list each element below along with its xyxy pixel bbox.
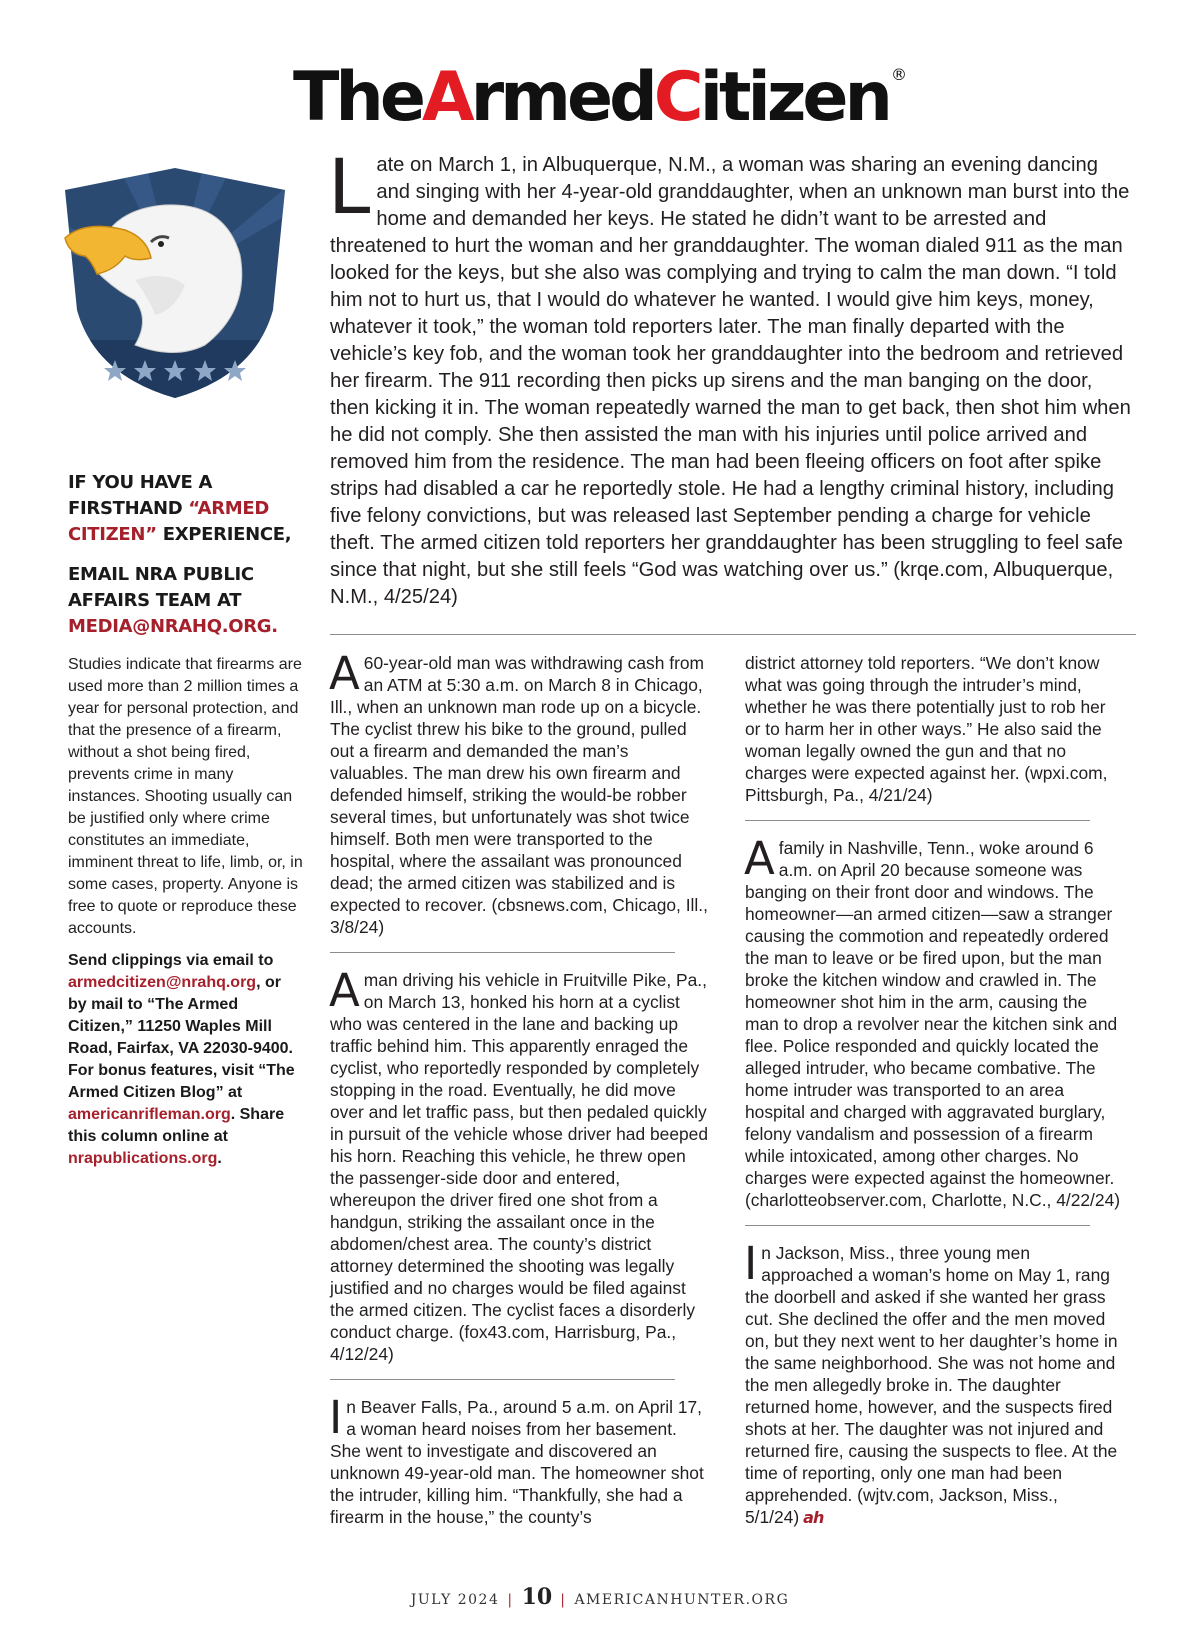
masthead-the: The: [293, 58, 422, 137]
lead-dropcap: L: [328, 142, 371, 231]
story-text: 60-year-old man was withdrawing cash from an ATM at 5:30 a.m. on March 8 in Chicago, Ill., when an unknown man rode up on a bicycle. The cyclist threw his bike to the ground, pulled out a firearm and demanded the man’s valuables. The man drew his own firearm and defended himself, striking the would-be robber several times, but unfortunately was shot twice himself. Both men were transported to the hospital, where the assailant was pronounced dead; the armed citizen was stabilized and is expected to recover. (cbsnews.com, Chicago, Ill., 3/8/24): [330, 653, 708, 937]
armedcitizen-email-link[interactable]: armedcitizen@nrahq.org: [68, 974, 257, 991]
masthead-itizen: itizen: [699, 58, 889, 137]
story-fruitville: [329, 964, 709, 1365]
story-divider: [330, 952, 675, 953]
footer-issue: JULY 2024: [410, 1592, 500, 1608]
footer-separator: |: [507, 1592, 514, 1608]
page-footer: [0, 1584, 1200, 1610]
story-beaver-falls-continued: district attorney told reporters. “We don’t know what was going through the intruder’s mind, whether he was there potentially just to rob her or to harm her in other ways.” He also said the woman legally owned the gun and that no charges were expected against her. (wpxi.com, Pittsburgh, Pa., 4/21/24): [745, 653, 1108, 805]
page-number: 10: [521, 1584, 553, 1610]
story-nashville: [744, 832, 1123, 1211]
end-mark-logo: ah: [803, 1508, 824, 1527]
story-text: n Beaver Falls, Pa., around 5 a.m. on April 17, a woman heard noises from her basement. She went to investigate and discovered an unknown 49-year-old man. The homeowner shot the intruder, killing him. “Thankfully, she had a firearm in the house,” the county’s: [330, 1397, 704, 1527]
sidebar-body: Studies indicate that firearms are used more than 2 million times a year for personal protection, and that the presence of a firearm, without a shot being fired, prevents crime in many instances. Shooting usually can be justified only where crime constitutes an immediate, imminent threat to life, limb, or, in some cases, property. Anyone is free to quote or reproduce these accounts.: [68, 656, 303, 937]
eagle-shield-icon: [55, 160, 295, 400]
story-text: n Jackson, Miss., three young men approached a woman’s home on May 1, rang the doorbell and asked if she wanted her grass cut. She declined the offer and the men moved on, but they next went to her daughter’s home in the same neighborhood. She was not home and the men allegedly broke in. The daughter returned home, however, and the suspects fired shots at her. The daughter was not injured and returned fire, causing the suspects to flee. At the time of reporting, only one man had been apprehended. (wjtv.com, Jackson, Miss., 5/1/24): [745, 1243, 1118, 1527]
sidebar-heading-end: EXPERIENCE,: [156, 524, 292, 545]
sidebar-heading: [68, 470, 303, 548]
column-right: [745, 652, 1123, 1529]
footer-separator: |: [560, 1592, 567, 1608]
lead-story-text: ate on March 1, in Albuquerque, N.M., a woman was sharing an evening dancing and singing with her 4-year-old granddaughter, when an unknown man burst into the home and demanded her keys. He stated he didn’t want to be arrested and threatened to hurt the woman and her granddaughter. The woman dialed 911 as the man looked for the keys, but she also was complying and trying to calm the man down. “I told him not to hurt us, that I would do whatever he wanted. I would give him keys, money, whatever it took,” the woman told reporters later. The man finally departed with the vehicle’s key fob, and the woman took her granddaughter into the bedroom and retrieved her firearm. The 911 recording then picks up sirens and the man banging on the door, then kicking it in. The woman repeatedly warned the man to get back, then shot him when he did not comply. She then assisted the man with his injuries until police arrived and removed him from the residence. The man had been fleeing officers on foot after spike strips had disabled a car he reportedly stole. He had a lengthy criminal history, including five felony convictions, but was released last September pending a charge for vehicle theft. The armed citizen told reporters her granddaughter has been struggling to feel safe since that night, but she still feels “God was watching over us.” (krqe.com, Albuquerque, N.M., 4/25/24): [330, 154, 1131, 608]
story-dropcap: A: [329, 964, 360, 1017]
story-divider: [745, 1225, 1090, 1226]
story-text: man driving his vehicle in Fruitville Pike, Pa., on March 13, honked his horn at a cyclist who was centered in the lane and backing up traffic behind him. This apparently enraged the cyclist, who reportedly responded by completely stopping in the road. Eventually, he did move over and let traffic pass, but then pedaled quickly in pursuit of the vehicle whose driver had beeped his horn. Reaching this vehicle, he threw open the passenger-side door and entered, whereupon the driver fired one shot from a handgun, striking the assailant once in the abdomen/chest area. The county’s district attorney determined the shooting was legally justified and no charges would be filed against the armed citizen. The cyclist faces a disorderly conduct charge. (fox43.com, Harrisburg, Pa., 4/12/24): [330, 970, 709, 1364]
sidebar-heading-text: IF YOU HAVE A FIRSTHAND: [68, 472, 213, 519]
sidebar-heading-red: “ARMED CITIZEN”: [68, 498, 270, 545]
story-dropcap: A: [744, 832, 775, 885]
section-divider: [330, 634, 1136, 635]
story-dropcap: A: [329, 647, 360, 700]
sidebar-send-clippings: [68, 950, 303, 1170]
story-dropcap: I: [744, 1237, 758, 1290]
column-left: [329, 647, 709, 1528]
story-divider: [330, 1379, 675, 1380]
send-text-1: Send clippings via email to: [68, 952, 274, 969]
sidebar-email-heading: [68, 562, 303, 640]
story-beaver-falls: [329, 1391, 708, 1528]
americanrifleman-link[interactable]: americanrifleman.org: [68, 1106, 231, 1123]
story-text: family in Nashville, Tenn., woke around 6 a.m. on April 20 because someone was banging on their front door and windows. The homeowner—an armed citizen—saw a stranger causing the commotion and repeatedly ordered the man to leave or be fired upon, but the man broke the kitchen window and crawled in. The homeowner shot him in the arm, causing the man to drop a revolver near the kitchen sink and flee. Police responded and quickly located the alleged intruder, who became combative. The home intruder was transported to an area hospital and charged with aggravated burglary, felony vandalism and possession of a firearm while intoxicated, among other charges. No charges were expected against the homeowner. (charlotteobserver.com, Charlotte, N.C., 4/22/24): [745, 838, 1121, 1210]
sidebar-email-label: EMAIL NRA PUBLIC AFFAIRS TEAM AT: [68, 564, 254, 611]
registered-mark: ®: [890, 65, 907, 84]
story-dropcap: I: [329, 1391, 343, 1444]
masthead-rmed: rmed: [470, 58, 654, 137]
masthead-title: [0, 30, 1200, 143]
send-text-3: . Share this column online at: [68, 1106, 285, 1145]
media-email-link[interactable]: MEDIA@NRAHQ.ORG.: [68, 616, 278, 637]
nrapublications-link[interactable]: nrapublications.org: [68, 1150, 218, 1167]
send-text-4: .: [217, 1150, 222, 1167]
send-text-2: , or by mail to “The Armed Citizen,” 11250 Waples Mill Road, Fairfax, VA 22030-9400. For bonus features, visit “The Armed Citizen Blog” at: [68, 974, 295, 1101]
sidebar-submission-info: [68, 470, 303, 1170]
story-jackson: [744, 1237, 1123, 1529]
masthead-a: A: [421, 58, 471, 137]
story-divider: [745, 820, 1090, 821]
footer-site[interactable]: AMERICANHUNTER.ORG: [574, 1592, 790, 1608]
story-chicago: [329, 647, 708, 938]
masthead-c: C: [653, 58, 700, 137]
lead-story: [328, 142, 1135, 611]
